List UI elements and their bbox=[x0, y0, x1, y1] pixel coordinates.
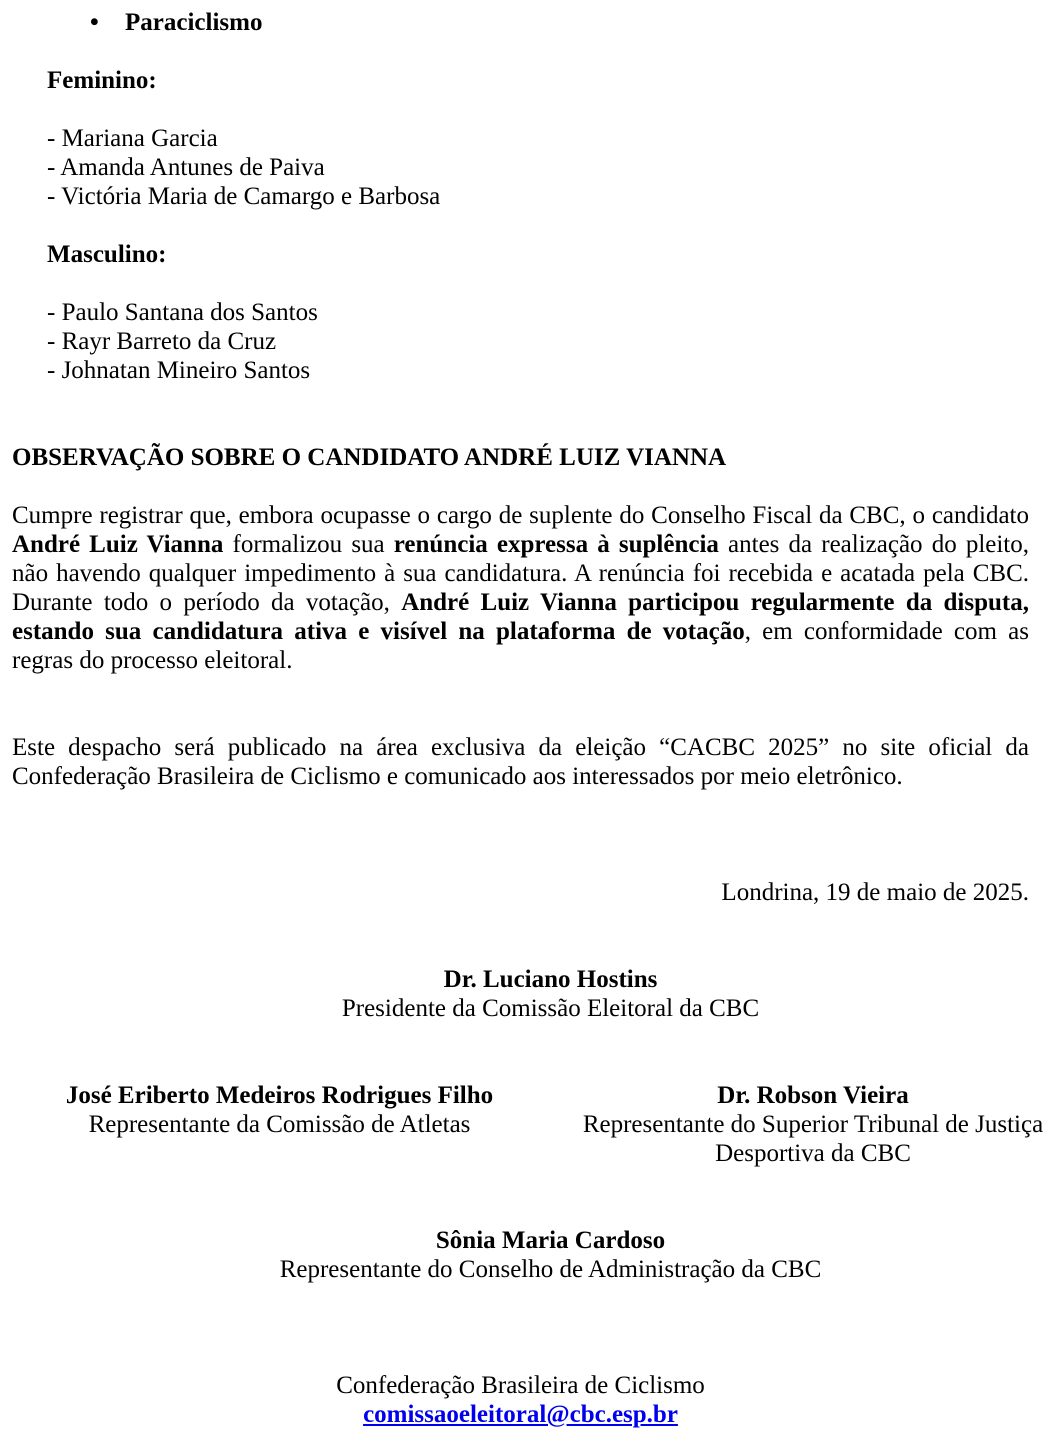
publication-paragraph: Este despacho será publicado na área exclusiva da eleição “CACBC 2025” no site oficial da Confederação Brasileira de Ciclismo e comunicado aos interessados por meio eletrônico. bbox=[12, 734, 1029, 790]
signature-block-admin-council-representative bbox=[72, 1226, 1029, 1284]
bullet-icon: • bbox=[90, 9, 99, 36]
candidate-name: - Mariana Garcia bbox=[47, 125, 218, 152]
bullet-item-label: Paraciclismo bbox=[125, 9, 263, 36]
candidate-name: - Rayr Barreto da Cruz bbox=[47, 328, 277, 355]
dateline: Londrina, 19 de maio de 2025. bbox=[721, 879, 1029, 906]
signatory-name: Sônia Maria Cardoso bbox=[435, 1227, 666, 1254]
signature-block-president bbox=[72, 965, 1029, 1023]
email-link[interactable]: comissaoeleitoral@cbc.esp.br bbox=[363, 1401, 678, 1428]
signatory-name: Dr. Robson Vieira bbox=[717, 1082, 909, 1109]
president-title: Presidente da Comissão Eleitoral da CBC bbox=[341, 995, 760, 1022]
signatory-title: Representante do Conselho de Administração da CBC bbox=[279, 1256, 822, 1283]
candidate-name: - Paulo Santana dos Santos bbox=[47, 299, 318, 326]
signature-row bbox=[12, 1081, 1044, 1168]
candidate-name: - Victória Maria de Camargo e Barbosa bbox=[47, 183, 441, 210]
signature-block-athletes-representative bbox=[12, 1081, 547, 1139]
signatory-name: José Eriberto Medeiros Rodrigues Filho bbox=[65, 1082, 494, 1109]
name-list-feminino bbox=[12, 124, 1029, 211]
document-footer bbox=[12, 1371, 1029, 1429]
footer-organization: Confederação Brasileira de Ciclismo bbox=[336, 1372, 705, 1399]
candidate-name: - Amanda Antunes de Paiva bbox=[47, 154, 325, 181]
signatory-title: Representante do Superior Tribunal de Justiça Desportiva da CBC bbox=[582, 1111, 1044, 1167]
group-heading-feminino: Feminino: bbox=[47, 67, 157, 94]
president-name: Dr. Luciano Hostins bbox=[443, 966, 658, 993]
observation-heading: OBSERVAÇÃO SOBRE O CANDIDATO ANDRÉ LUIZ VIANNA bbox=[12, 444, 727, 471]
bullet-list-item-paraciclismo bbox=[12, 8, 1029, 37]
observation-paragraph: Cumpre registrar que, embora ocupasse o cargo de suplente do Conselho Fiscal da CBC, o candidato André Luiz Vianna formalizou sua renúncia expressa à suplência antes da realização do pleito, não havendo qualquer impedimento à sua candidatura. A renúncia foi recebida e acatada pela CBC. Durante todo o período da votação, André Luiz Vianna participou regularmente da disputa, estando sua candidatura ativa e visível na plataforma de votação, em conformidade com as regras do processo eleitoral. bbox=[12, 502, 1030, 674]
group-heading-masculino: Masculino: bbox=[47, 241, 167, 268]
signature-block-tribunal-representative bbox=[573, 1081, 1051, 1168]
name-list-masculino bbox=[12, 298, 1029, 385]
candidate-name: - Johnatan Mineiro Santos bbox=[47, 357, 311, 384]
signatory-title: Representante da Comissão de Atletas bbox=[88, 1111, 471, 1138]
